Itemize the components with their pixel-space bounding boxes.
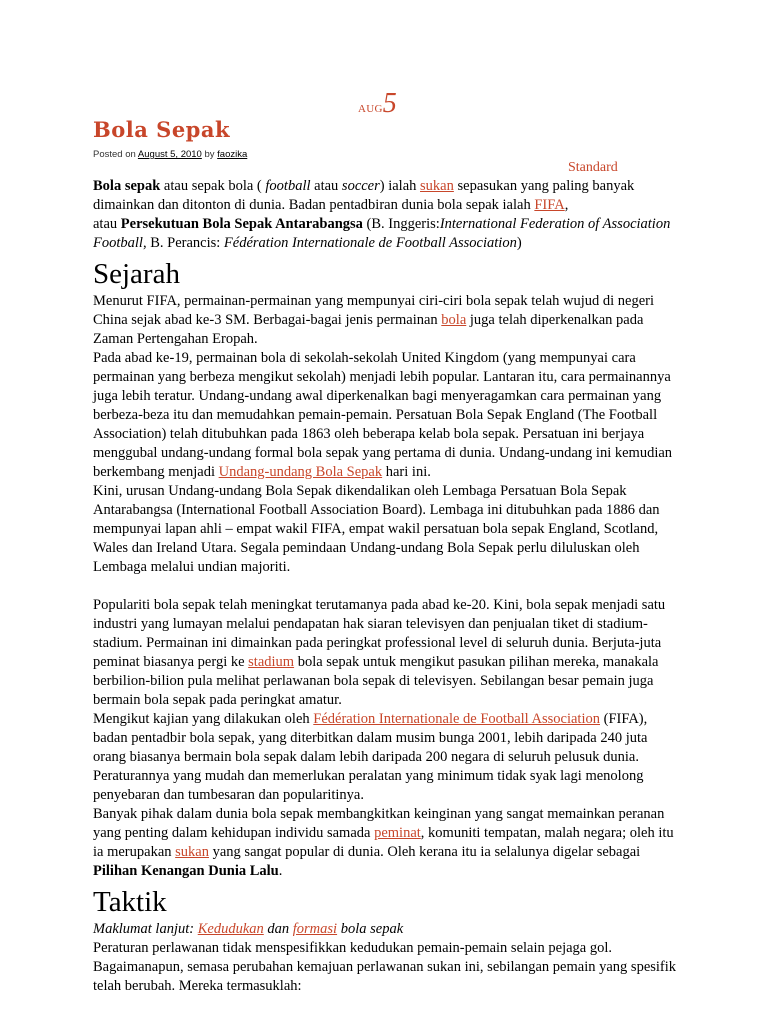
intro-italic: International Federation of Association Football — [93, 216, 671, 251]
intro-text: (B. Inggeris: — [362, 216, 440, 232]
paragraph-text: Menurut FIFA, permainan-permainan yang mempunyai ciri-ciri bola sepak telah wujud di negeri China sejak abad ke-3 SM. Berbagai-bagai jenis permainan — [93, 293, 655, 328]
see-also-label: Maklumat lanjut: — [93, 921, 198, 937]
paragraph-text: . — [278, 863, 283, 879]
intro-italic: Fédération Internationale de Football Association — [223, 235, 517, 251]
link-bola[interactable]: bola — [441, 312, 467, 328]
intro-bold-term: Bola sepak — [93, 178, 161, 194]
intro-text: atau — [93, 216, 121, 232]
link-sukan-2[interactable]: sukan — [175, 844, 209, 860]
sejarah-paragraph-2 — [93, 349, 683, 482]
paragraph-text: Banyak pihak dalam dunia bola sepak membangkitkan keinginan yang sangat memainkan peranan yang penting dalam kehidupan individu samada — [93, 806, 665, 841]
by-label: by — [204, 149, 215, 160]
paragraph-text: Mengikut kajian yang dilakukan oleh — [93, 711, 314, 727]
link-sukan[interactable]: sukan — [420, 178, 454, 194]
taktik-see-also — [93, 920, 683, 939]
paragraph-text: hari ini. — [382, 464, 431, 480]
intro-text: atau — [310, 178, 342, 194]
intro-paragraph — [93, 177, 683, 253]
post-date-badge — [358, 88, 397, 119]
intro-italic: football — [265, 178, 311, 194]
sejarah-paragraph-1 — [93, 292, 683, 349]
link-formasi[interactable]: formasi — [292, 921, 338, 937]
author-link[interactable]: faozika — [217, 149, 248, 160]
post-format-label: Standard — [568, 160, 618, 175]
intro-text: ) ialah — [379, 178, 421, 194]
paragraph-text: yang sangat popular di dunia. Oleh kerana itu ia selalunya digelar sebagai — [208, 844, 641, 860]
intro-italic: soccer — [341, 178, 380, 194]
intro-text: , B. Perancis: — [142, 235, 224, 251]
sejarah-paragraph-5 — [93, 710, 683, 805]
see-also-text: dan — [263, 921, 293, 937]
post-title — [93, 117, 230, 142]
paragraph-text: Pada abad ke-19, permainan bola di sekolah-sekolah United Kingdom (yang mempunyai cara permainan yang berbeza mengikut sekolah) menjadi lebih popular. Lantaran itu, cara permainannya juga lebih teratur. Undang-undang awal diperkenalkan bagi menyeragamkan cara permainan yang berbeza-beza itu dan memudahkan pemain-pemain. Persatuan Bola Sepak England (The Football Association) telah ditubuhkan pada 1863 oleh beberapa kelab bola sepak. Persatuan ini berjaya menggubal undang-undang formal bola sepak yang pertama di dunia. Undang-undang ini kemudian berkembang menjadi — [93, 350, 673, 480]
paragraph-text: juga telah diperkenalkan pada Zaman Pertengahan Eropah. — [93, 312, 644, 347]
sejarah-paragraph-3: Kini, urusan Undang-undang Bola Sepak dikendalikan oleh Lembaga Persatuan Bola Sepak Antarabangsa (International Football Association Board). Lembaga ini ditubuhkan pada 1886 dan mempunyai lapan ahli – empat wakil FIFA, empat wakil persatuan bola sepak England, Scotland, Wales dan Ireland Utara. Segala pemindaan Undang-undang Bola Sepak perlu diluluskan oleh Lembaga melalui undian majoriti. — [93, 483, 660, 575]
link-fifa[interactable]: FIFA — [534, 197, 565, 213]
see-also-text: bola sepak — [337, 921, 404, 937]
sejarah-paragraph-6 — [93, 805, 683, 881]
intro-text: , — [564, 197, 569, 213]
post-date-month: AUG — [358, 103, 383, 115]
post-content — [93, 177, 683, 996]
paragraph-text: (FIFA), badan pentadbir bola sepak, yang diterbitkan dalam musim bunga 2001, lebih daripada 240 juta orang biasanya bermain bola sepak dalam lebih daripada 200 negara di seluruh pelusuk dunia. Peraturannya yang mudah dan memerlukan peralatan yang minimum tidak syak lagi menolong penyebaran dan tumbesaran dan popularitinya. — [93, 711, 648, 803]
post-meta — [93, 149, 247, 160]
link-stadium[interactable]: stadium — [248, 654, 295, 670]
paragraph-text: Populariti bola sepak telah meningkat terutamanya pada abad ke-20. Kini, bola sepak menjadi satu industri yang lumayan melalui pendapatan hak siaran televisyen dan penjualan tiket di stadium-stadium. Permainan ini dimainkan pada peringkat professional level di seluruh dunia. Berjuta-juta peminat biasanya pergi ke — [93, 597, 666, 670]
paragraph-text: bola sepak untuk mengikut pasukan pilihan mereka, manakala berbilion-bilion pula melihat perlawanan bola sepak di televisyen. Sebilangan besar pemain juga bermain bola sepak pada peringkat amatur. — [93, 654, 659, 708]
intro-bold-term: Persekutuan Bola Sepak Antarabangsa — [120, 216, 363, 232]
sejarah-paragraph-4 — [93, 596, 683, 710]
intro-text: atau sepak bola ( — [160, 178, 266, 194]
link-undang-undang-bola-sepak[interactable]: Undang-undang Bola Sepak — [218, 464, 383, 480]
heading-sejarah: Sejarah — [93, 258, 180, 290]
intro-text: ) — [516, 235, 522, 251]
paragraph-text: , komuniti tempatan, malah negara; oleh itu ia merupakan — [93, 825, 674, 860]
post-date-link[interactable]: August 5, 2010 — [137, 149, 202, 160]
post-title-link[interactable]: Bola Sepak — [93, 117, 231, 142]
link-peminat[interactable]: peminat — [374, 825, 421, 841]
post-date-day: 5 — [382, 88, 397, 119]
posted-on-label: Posted on — [93, 149, 136, 160]
bold-phrase: Pilihan Kenangan Dunia Lalu — [93, 863, 279, 879]
link-fifa-full[interactable]: Fédération Internationale de Football Association — [313, 711, 600, 727]
taktik-paragraph-1: Peraturan perlawanan tidak menspesifikkan kedudukan pemain-pemain selain pejaga gol. Bagaimanapun, semasa perubahan kemajuan perlawanan sukan ini, sebilangan pemain yang spesifik telah berubah. Mereka termasuklah: — [93, 940, 677, 994]
heading-taktik: Taktik — [93, 886, 167, 918]
intro-text: sepasukan yang paling banyak dimainkan dan ditonton di dunia. Badan pentadbiran dunia bola sepak ialah — [93, 178, 635, 213]
link-kedudukan[interactable]: Kedudukan — [197, 921, 264, 937]
